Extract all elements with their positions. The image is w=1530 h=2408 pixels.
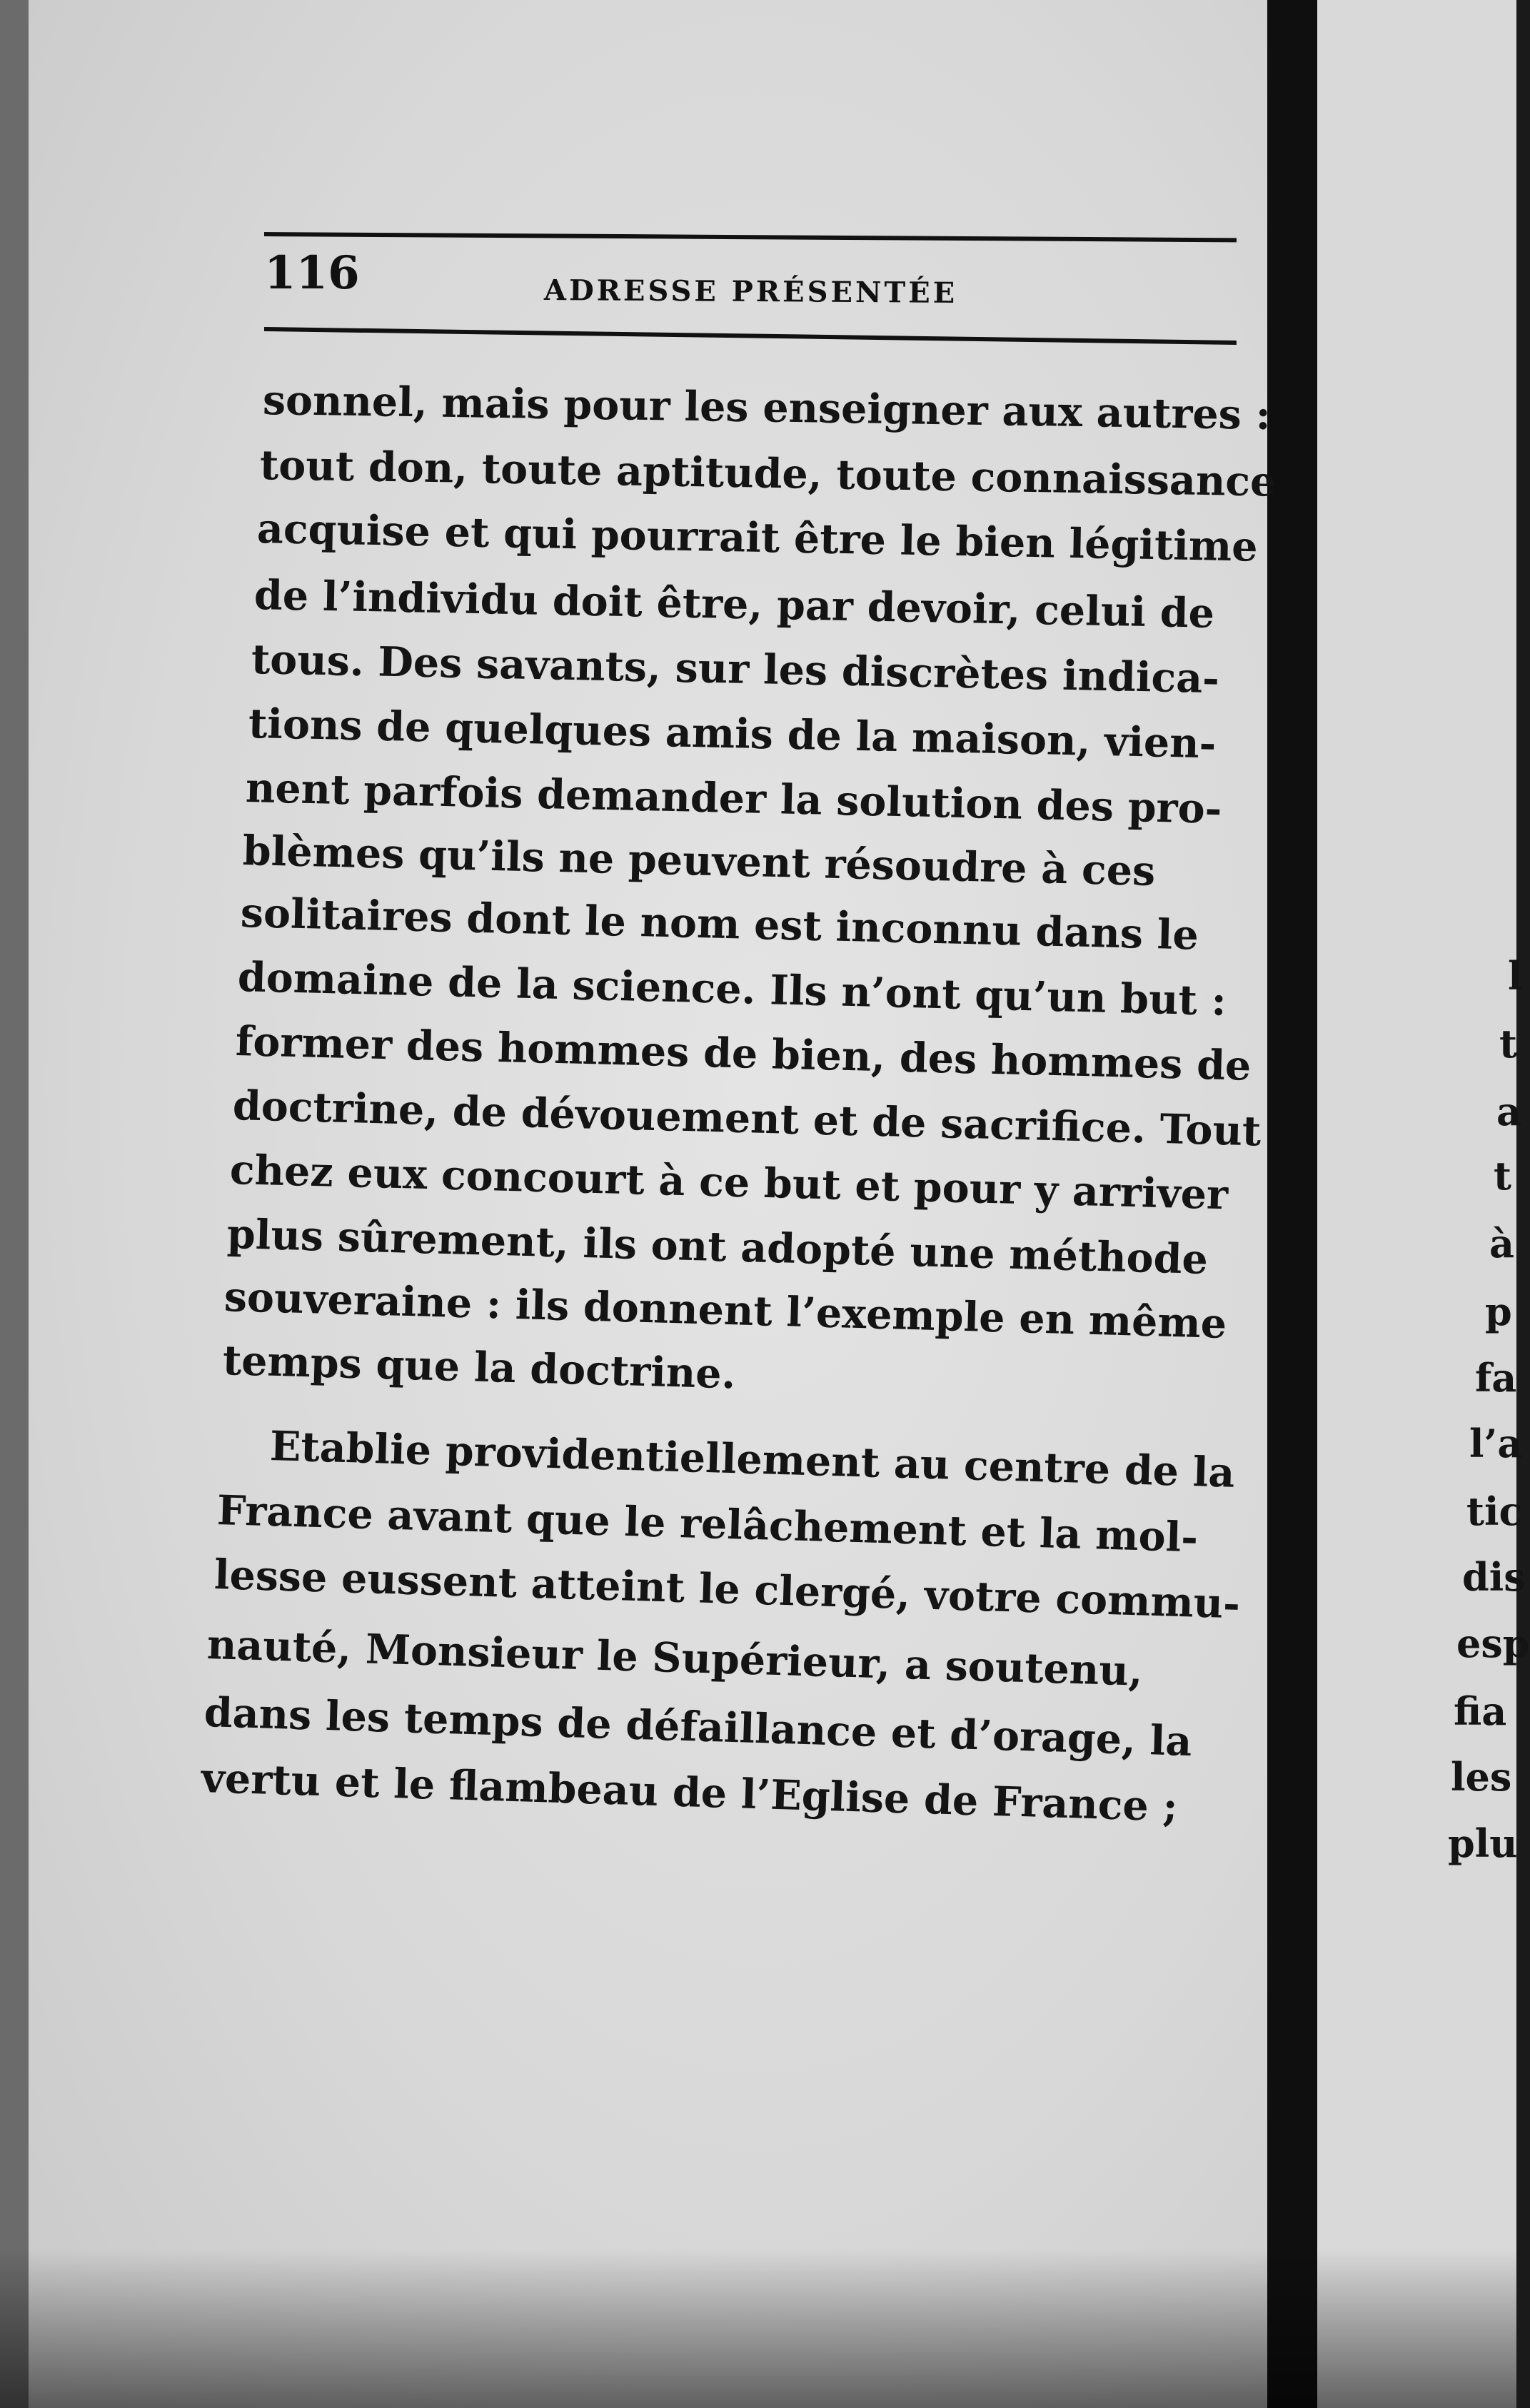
text-line: France avant que le relâchement et la mol- [216, 1486, 1199, 1562]
facing-page-fragment: fia [1454, 1688, 1507, 1734]
text-line: chez eux concourt à ce but et pour y arriver [229, 1146, 1229, 1219]
text-line: dans les temps de défaillance et d’orage, la [203, 1688, 1193, 1766]
page-number: 116 [264, 246, 360, 300]
facing-page-fragment: l [1508, 953, 1523, 999]
facing-page-fragment: tic [1466, 1488, 1523, 1534]
text-line: doctrine, de dévouement et de sacrifice. Tout [232, 1082, 1262, 1156]
running-head: ADRESSE PRÉSENTÉE [543, 273, 958, 311]
text-line: solitaires dont le nom est inconnu dans le [240, 889, 1199, 959]
text-line: blèmes qu’ils ne peuvent résoudre à ces [242, 827, 1156, 895]
facing-page-fragment: a [1496, 1089, 1521, 1134]
text-line: souveraine : ils donnent l’exemple en même [223, 1273, 1227, 1348]
text-line: tions de quelques amis de la maison, vien- [248, 700, 1217, 768]
text-line: tous. Des savants, sur les discrètes indica- [251, 635, 1220, 703]
facing-page-fragment: t [1499, 1021, 1517, 1067]
facing-page-fragment: à [1489, 1221, 1514, 1266]
text-line: former des hommes de bien, des hommes de [235, 1017, 1252, 1090]
facing-page-fragment: p [1485, 1289, 1512, 1334]
facing-page-fragment: dis [1462, 1554, 1526, 1600]
facing-page-fragment: l’a [1469, 1421, 1523, 1466]
facing-page-fragment: plu [1448, 1820, 1518, 1866]
text-line: acquise et qui pourrait être le bien légitime [256, 505, 1259, 571]
text-line: nent parfois demander la solution des pro- [245, 764, 1223, 833]
text-line: tout don, toute aptitude, toute connaissance [259, 441, 1277, 506]
facing-page-fragment: t [1494, 1153, 1511, 1199]
text-line: domaine de la science. Ils n’ont qu’un but : [237, 953, 1227, 1025]
text-line: sonnel, mais pour les enseigner aux autres : [262, 376, 1272, 439]
scan-bottom-shadow [0, 2249, 1516, 2408]
text-line: de l’individu doit être, par devoir, celui de [253, 571, 1215, 638]
text-line: plus sûrement, ils ont adopté une méthode [226, 1210, 1209, 1284]
facing-page-fragment: esp [1456, 1621, 1530, 1666]
facing-page-fragment: les [1451, 1754, 1512, 1800]
facing-page-fragment: fa [1475, 1355, 1517, 1401]
text-line: Etablie providentiellement au centre de la [269, 1422, 1236, 1497]
text-line: temps que la doctrine. [222, 1336, 737, 1399]
text-line: nauté, Monsieur le Supérieur, a soutenu, [206, 1621, 1144, 1696]
text-line: lesse eussent atteint le clergé, votre commu- [213, 1551, 1241, 1628]
text-line: vertu et le flambeau de l’Eglise de France ; [201, 1754, 1179, 1831]
